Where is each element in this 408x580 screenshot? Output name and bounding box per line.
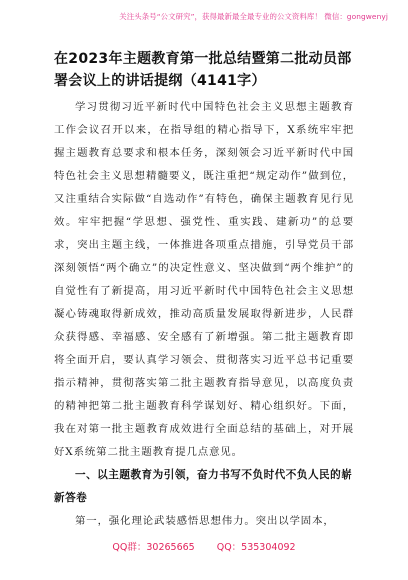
paragraph-section-1: 第一，强化理论武装感悟思想伟力。突出以学固本，	[75, 515, 335, 527]
footer-contact	[0, 539, 408, 553]
section-heading-1: 一、以主题教育为引领，奋力书写不负时代不负人民的崭新答卷	[54, 469, 353, 504]
paragraph-intro: 学习贯彻习近平新时代中国特色社会主义思想主题教育工作会议召开以来，在指导组的精心指导下，X系统牢牢把握主题教育总要求和根本任务，深刻领会习近平新时代中国特色社会主义思想精髓要义，既注重把“规定动作”做到位，又注重结合实际做“自选动作”有特色，确保主题教育见行见效。牢牢把握“学思想、强党性、重实践、建新功”的总要求，突出主题主线，一体推进各项重点措施，引导党员干部深刻领悟“两个确立”的决定性意义、坚决做到“两个维护”的自觉性有了新提高，用习近平新时代中国特色社会主义思想凝心铸魂取得新成效，推动高质量发展取得新进步，人民群众获得感、幸福感、安全感有了新增强。第二批主题教育即将全面开启，要认真学习领会、贯彻落实习近平总书记重要指示精神，贯彻落实第二批主题教育指导意见，以高度负责的精神把第二批主题教育科学谋划好、精心组织好。下面，我在对第一批主题教育成效进行全面总结的基础上，对开展好X系统第二批主题教育提几点意见。	[54, 101, 354, 458]
header-banner	[0, 0, 408, 36]
footer-qq-group: QQ群：30265665	[112, 542, 195, 553]
document-body	[54, 48, 354, 533]
banner-promo-text: 关注头条号“公文研究”，获得最新最全最专业的公文资料库！ 微信：gongwenyj	[119, 12, 388, 21]
document-title: 在2023年主题教育第一批总结暨第二批动员部署会议上的讲话提纲（4141字）	[54, 51, 352, 89]
footer-qq-number: QQ：535304092	[216, 542, 296, 553]
